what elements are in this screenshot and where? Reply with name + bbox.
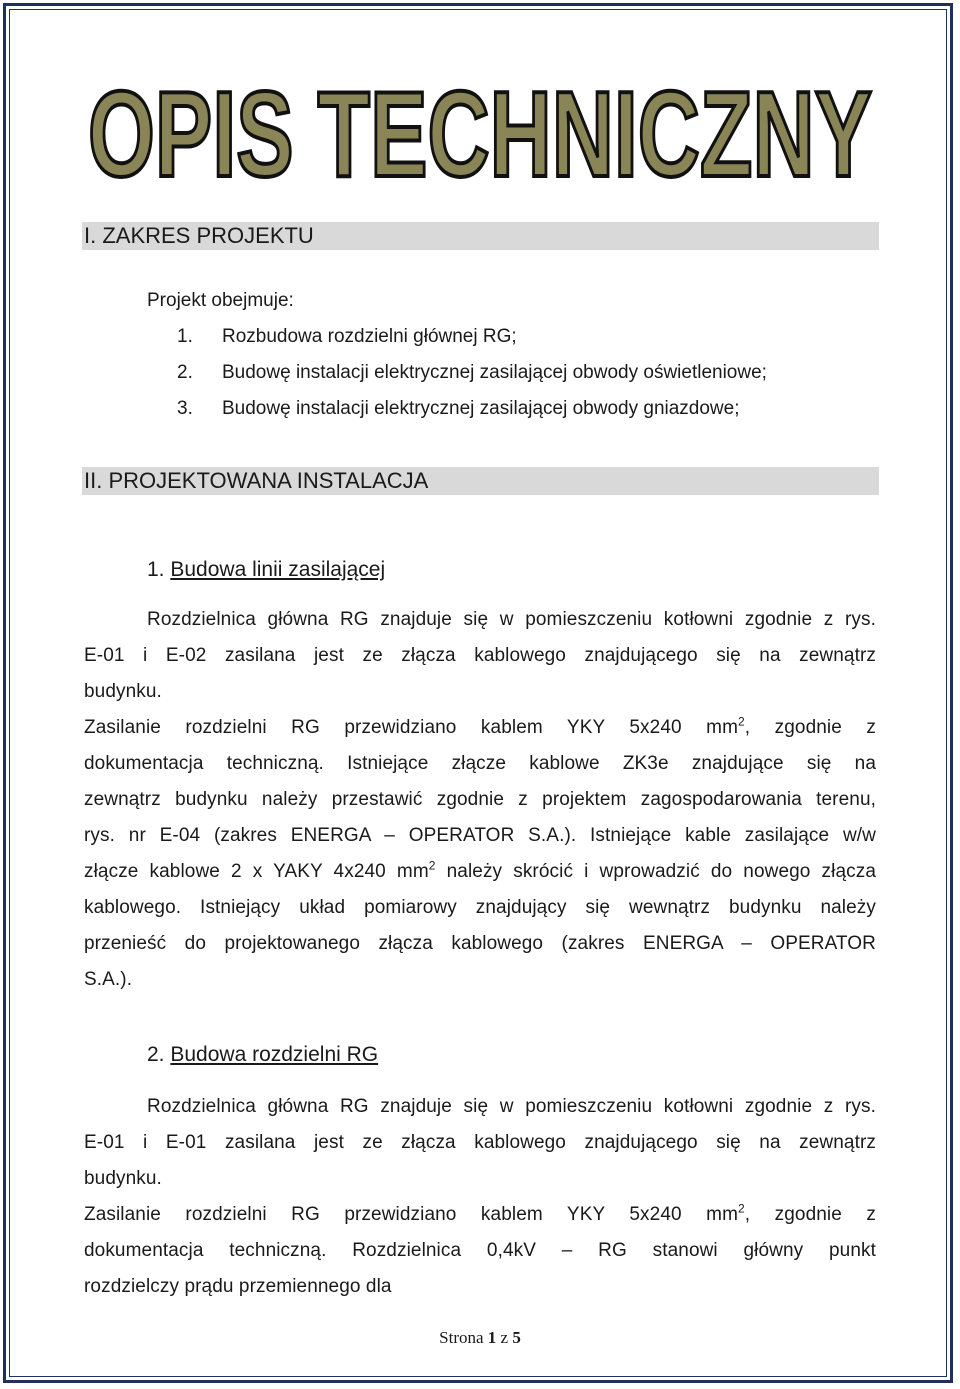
subsection-number: 1. bbox=[147, 558, 165, 581]
document-title bbox=[80, 72, 880, 190]
paragraph-line: kablowego. Istniejący układ pomiarowy znajdujący się wewnątrz budynku należy bbox=[84, 897, 876, 918]
text-run: , zgodnie z bbox=[744, 1204, 876, 1225]
paragraph-line: rys. nr E-04 (zakres ENERGA – OPERATOR S.A.). Istniejące kable zasilające w/w bbox=[84, 825, 876, 846]
list-item-text: Rozbudowa rozdzielni głównej RG; bbox=[222, 326, 517, 347]
list-item-number: 3. bbox=[177, 398, 193, 419]
superscript: 2 bbox=[428, 858, 436, 873]
paragraph-line: budynku. bbox=[84, 681, 162, 702]
paragraph-line bbox=[84, 1197, 876, 1233]
paragraph-line: dokumentacja techniczną. Istniejące złącze kablowe ZK3e znajdujące się na bbox=[84, 753, 876, 774]
paragraph-line: Rozdzielnica główna RG znajduje się w pomieszczeniu kotłowni zgodnie z rys. bbox=[147, 1096, 876, 1117]
paragraph-line: zewnątrz budynku należy przestawić zgodnie z projektem zagospodarowania terenu, bbox=[84, 789, 876, 810]
paragraph-line: rozdzielczy prądu przemiennego dla bbox=[84, 1276, 392, 1297]
paragraph-line: przenieść do projektowanego złącza kablowego (zakres ENERGA – OPERATOR bbox=[84, 933, 876, 954]
paragraph-line bbox=[84, 854, 876, 890]
text-run: Zasilanie rozdzielni RG przewidziano kablem YKY 5x240 mm bbox=[84, 1204, 738, 1225]
text-run: złącze kablowe 2 x YAKY 4x240 mm bbox=[84, 861, 429, 882]
paragraph-line bbox=[84, 710, 876, 746]
footer-separator: z bbox=[500, 1328, 509, 1347]
subsection-title: Budowa rozdzielni RG bbox=[170, 1043, 379, 1066]
paragraph-line: E-01 i E-02 zasilana jest ze złącza kablowego znajdującego się na zewnątrz bbox=[84, 645, 876, 666]
text-run: należy skrócić i wprowadzić do nowego złącza bbox=[435, 861, 876, 882]
superscript: 2 bbox=[738, 1201, 745, 1216]
total-page-count: 5 bbox=[512, 1328, 521, 1347]
section-heading-installation: II. PROJEKTOWANA INSTALACJA bbox=[82, 467, 879, 495]
text-run: Zasilanie rozdzielni RG przewidziano kablem YKY 5x240 mm bbox=[84, 717, 738, 738]
text-run: , zgodnie z bbox=[744, 717, 876, 738]
subsection-title: Budowa linii zasilającej bbox=[170, 558, 386, 581]
scope-intro: Projekt obejmuje: bbox=[147, 290, 294, 311]
paragraph-line: E-01 i E-01 zasilana jest ze złącza kablowego znajdującego się na zewnątrz bbox=[84, 1132, 876, 1153]
document-title-text: OPIS TECHNICZNY bbox=[88, 72, 872, 190]
subsection-number: 2. bbox=[147, 1043, 165, 1066]
paragraph-line: dokumentacja techniczną. Rozdzielnica 0,4kV – RG stanowi główny punkt bbox=[84, 1240, 876, 1261]
supply-line-paragraph bbox=[84, 602, 876, 998]
subsection-heading-switchboard bbox=[147, 1042, 378, 1068]
switchboard-paragraph bbox=[84, 1089, 876, 1305]
subsection-heading-supply-line bbox=[147, 557, 385, 583]
list-item-number: 2. bbox=[177, 362, 193, 383]
footer-prefix: Strona bbox=[439, 1328, 484, 1347]
list-item-text: Budowę instalacji elektrycznej zasilającej obwody gniazdowe; bbox=[222, 398, 740, 419]
section-heading-scope: I. ZAKRES PROJEKTU bbox=[82, 222, 879, 250]
paragraph-line: S.A.). bbox=[84, 969, 133, 990]
paragraph-line: Rozdzielnica główna RG znajduje się w pomieszczeniu kotłowni zgodnie z rys. bbox=[147, 609, 876, 630]
list-item-number: 1. bbox=[177, 326, 193, 347]
page-footer bbox=[0, 1328, 960, 1348]
paragraph-line: budynku. bbox=[84, 1168, 162, 1189]
list-item-text: Budowę instalacji elektrycznej zasilającej obwody oświetleniowe; bbox=[222, 362, 767, 383]
current-page-number: 1 bbox=[487, 1328, 497, 1347]
superscript: 2 bbox=[738, 714, 745, 729]
